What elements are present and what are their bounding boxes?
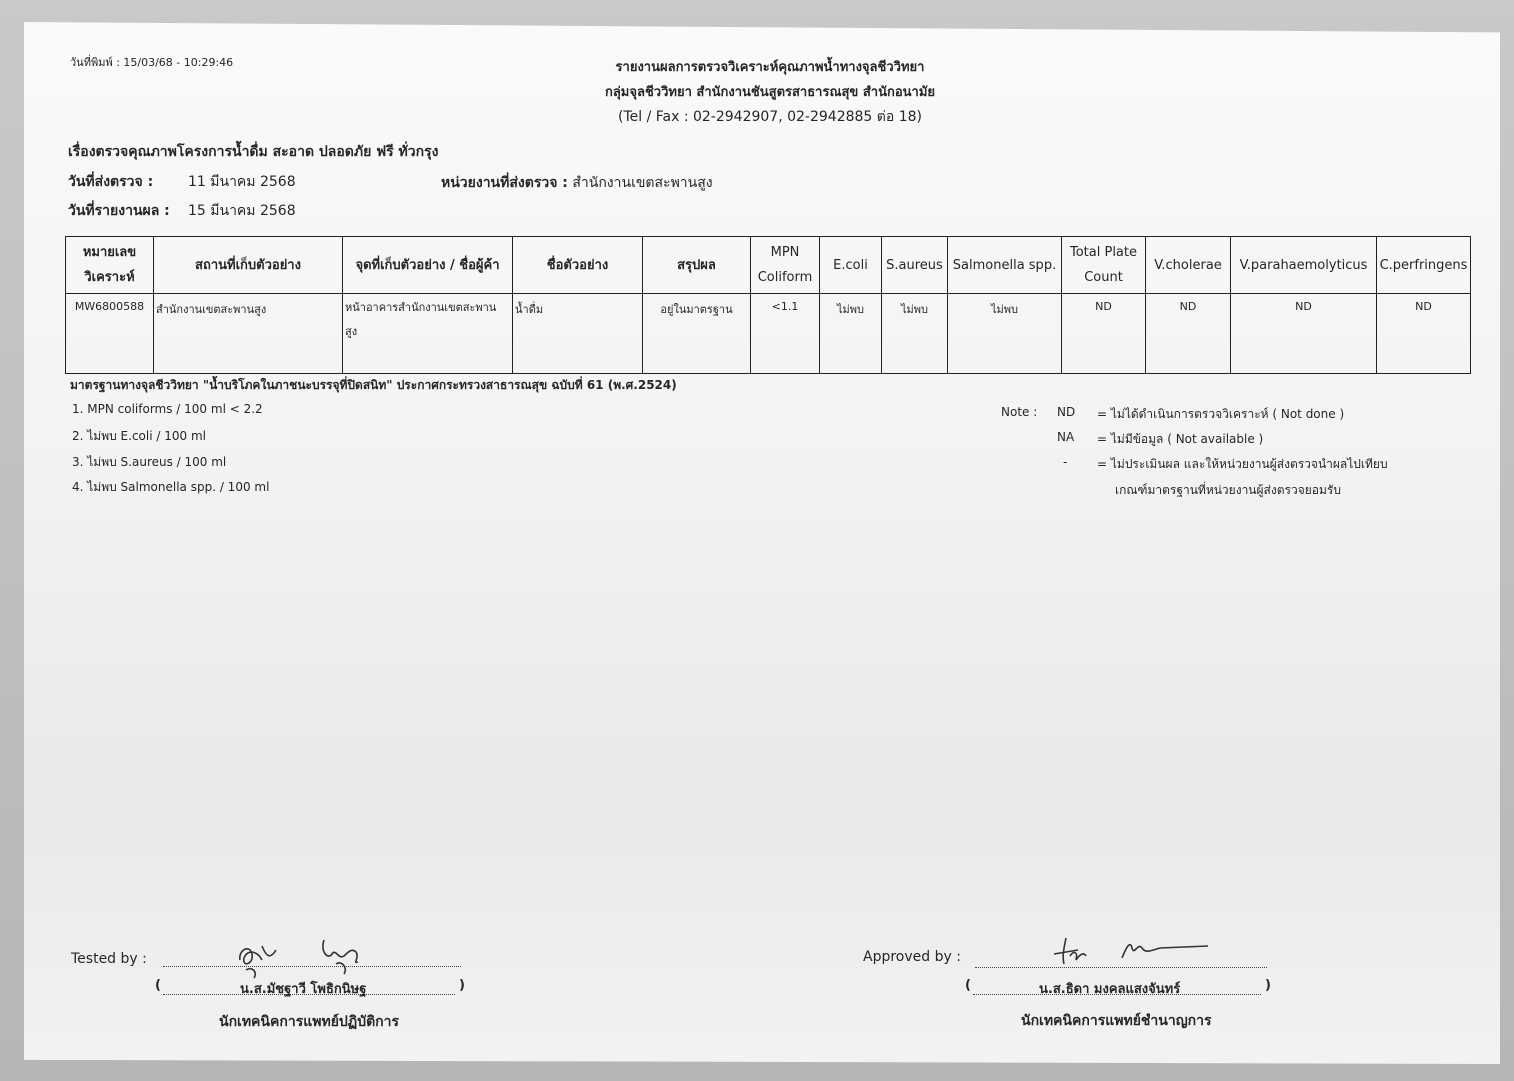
header-mpn bbox=[751, 237, 820, 294]
agency-value: สำนักงานเขตสะพานสูง bbox=[572, 175, 713, 191]
report-date-value: 15 มีนาคม 2568 bbox=[188, 203, 296, 219]
note-key: ND bbox=[1057, 405, 1076, 419]
cell-salmonella: ไม่พบ bbox=[948, 294, 1062, 374]
header-sample-id-line1: หมายเลข bbox=[82, 245, 137, 260]
tested-by-label: Tested by : bbox=[71, 951, 147, 967]
cell-ecoli: ไม่พบ bbox=[820, 294, 882, 374]
standard-title: มาตรฐานทางจุลชีววิทยา "น้ำบริโภคในภาชนะบรรจุที่ปิดสนิท" ประกาศกระทรวงสาธารณสุข ฉบับที่ 61 (พ.ศ.2524) bbox=[70, 378, 677, 392]
agency bbox=[441, 172, 713, 194]
header-sample-id bbox=[66, 237, 154, 294]
table-header-row bbox=[66, 237, 1471, 294]
header-mpn-line1: MPN bbox=[770, 245, 800, 260]
note-continuation: เกณฑ์มาตรฐานที่หน่วยงานผู้ส่งตรวจยอมรับ bbox=[1115, 483, 1341, 497]
approved-position: นักเทคนิคการแพทย์ชำนาญการ bbox=[1021, 1013, 1212, 1029]
approved-signature bbox=[1048, 928, 1218, 968]
cell-sample-id: MW6800588 bbox=[66, 294, 154, 374]
results-table bbox=[65, 236, 1471, 374]
cell-saureus: ไม่พบ bbox=[882, 294, 948, 374]
note-text: = ไม่ประเมินผล และให้หน่วยงานผู้ส่งตรวจนำผลไปเทียบ bbox=[1097, 457, 1388, 471]
agency-label: หน่วยงานที่ส่งตรวจ : bbox=[441, 175, 568, 191]
cell-point: หน้าอาคารสำนักงานเขตสะพาน สูง bbox=[343, 294, 513, 374]
standard-item: 4. ไม่พบ Salmonella spp. / 100 ml bbox=[72, 480, 270, 494]
tested-position: นักเทคนิคการแพทย์ปฏิบัติการ bbox=[219, 1014, 400, 1030]
table-row bbox=[66, 294, 1471, 374]
note-key: - bbox=[1063, 455, 1068, 469]
header-vpara: V.parahaemolyticus bbox=[1231, 237, 1377, 294]
report-department: กลุ่มจุลชีววิทยา สำนักงานชันสูตรสาธารณสุข สำนักอนามัย bbox=[604, 85, 936, 100]
header-cperf: C.perfringens bbox=[1377, 237, 1471, 294]
tested-name: น.ส.มัชฐาวี โพธิกนิษฐ bbox=[240, 982, 367, 997]
tested-signature bbox=[232, 930, 382, 980]
cell-tpc: ND bbox=[1062, 294, 1146, 374]
header-point: จุดที่เก็บตัวอย่าง / ชื่อผู้ค้า bbox=[343, 237, 513, 294]
send-date-value: 11 มีนาคม 2568 bbox=[188, 174, 296, 190]
header-summary: สรุปผล bbox=[643, 237, 751, 294]
header-salmonella: Salmonella spp. bbox=[948, 237, 1062, 294]
report-contact: (Tel / Fax : 02-2942907, 02-2942885 ต่อ 18) bbox=[617, 109, 922, 125]
note-text: = ไม่ได้ดำเนินการตรวจวิเคราะห์ ( Not done ) bbox=[1097, 407, 1345, 421]
approved-by-label: Approved by : bbox=[863, 949, 961, 965]
note-label: Note : bbox=[1001, 405, 1038, 419]
cell-sample-name: น้ำดื่ม bbox=[513, 294, 643, 374]
approved-name: น.ส.ธิดา มงคลแสงจันทร์ bbox=[1039, 982, 1181, 997]
header-place: สถานที่เก็บตัวอย่าง bbox=[154, 237, 343, 294]
header-sample-id-line2: วิเคราะห์ bbox=[84, 270, 135, 285]
subject: เรื่องตรวจคุณภาพโครงการน้ำดื่ม สะอาด ปลอดภัย ฟรี ทั่วกรุง bbox=[68, 144, 439, 160]
header-tpc-line2: Count bbox=[1084, 270, 1123, 285]
header-vcholerae: V.cholerae bbox=[1146, 237, 1231, 294]
cell-summary: อยู่ในมาตรฐาน bbox=[643, 294, 751, 374]
header-saureus: S.aureus bbox=[882, 237, 948, 294]
note-text: = ไม่มีข้อมูล ( Not available ) bbox=[1097, 432, 1264, 446]
standard-item: 3. ไม่พบ S.aureus / 100 ml bbox=[72, 455, 227, 469]
cell-cperf: ND bbox=[1377, 294, 1471, 374]
header-ecoli: E.coli bbox=[820, 237, 882, 294]
print-date: วันที่พิมพ์ : 15/03/68 - 10:29:46 bbox=[70, 56, 234, 69]
cell-vpara: ND bbox=[1231, 294, 1377, 374]
cell-place: สำนักงานเขตสะพานสูง bbox=[154, 294, 343, 374]
header-tpc-line1: Total Plate bbox=[1069, 245, 1137, 260]
send-date-label: วันที่ส่งตรวจ : bbox=[68, 174, 154, 190]
report-title: รายงานผลการตรวจวิเคราะห์คุณภาพน้ำทางจุลชีววิทยา bbox=[615, 60, 925, 75]
report-date-label: วันที่รายงานผล : bbox=[68, 203, 170, 219]
cell-mpn: <1.1 bbox=[751, 294, 820, 374]
header-sample-name: ชื่อตัวอย่าง bbox=[513, 237, 643, 294]
cell-vcholerae: ND bbox=[1146, 294, 1231, 374]
note-key: NA bbox=[1057, 430, 1075, 444]
header-mpn-line2: Coliform bbox=[757, 270, 813, 285]
standard-item: 2. ไม่พบ E.coli / 100 ml bbox=[72, 429, 206, 443]
standard-item: 1. MPN coliforms / 100 ml < 2.2 bbox=[72, 402, 263, 416]
header-tpc bbox=[1062, 237, 1146, 294]
